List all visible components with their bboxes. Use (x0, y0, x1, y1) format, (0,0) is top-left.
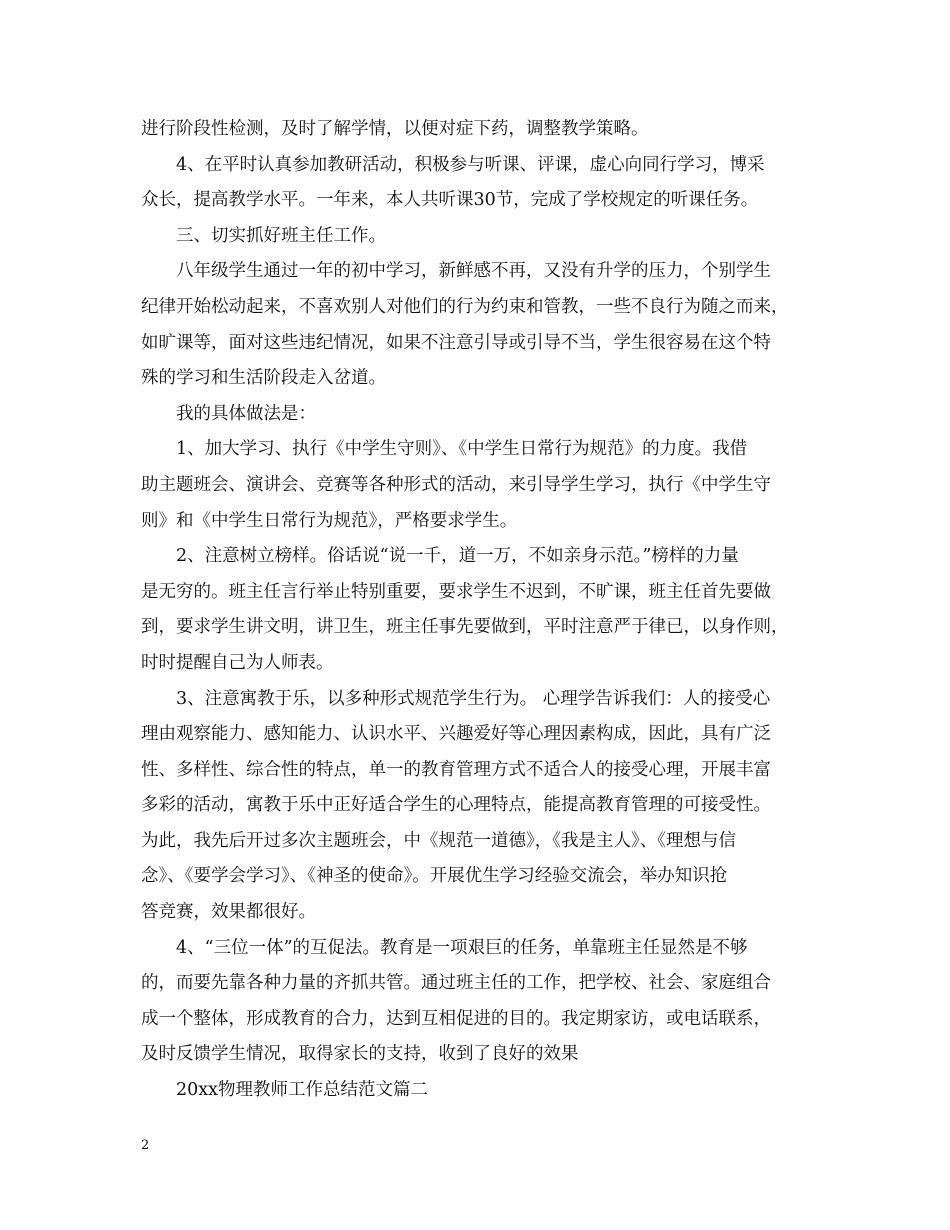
text-line: 多彩的活动，寓教于乐中正好适合学生的心理特点，能提高教育管理的可接受性。 (141, 795, 771, 816)
text-line: 八年级学生通过一年的初中学习，新鲜感不再，又没有升学的压力，个别学生 (176, 261, 771, 282)
text-line: 1、加大学习、执行《中学生守则》、《中学生日常行为规范》的力度。我借 (176, 439, 748, 460)
text-line: 殊的学习和生活阶段走入岔道。 (141, 368, 386, 389)
text-line: 则》和《中学生日常行为规范》，严格要求学生。 (141, 510, 518, 531)
text-line: 性、多样性、综合性的特点，单一的教育管理方式不适合人的接受心理，开展丰富 (141, 759, 771, 780)
page-number: 2 (141, 1138, 150, 1153)
document-body (141, 112, 817, 1109)
text-line: 为此，我先后开过多次主题班会，中《规范一道德》，《我是主人》、《理想与信 (141, 830, 736, 851)
text-line: 我的具体做法是： (176, 403, 316, 424)
text-line: 及时反馈学生情况，取得家长的支持，收到了良好的效果 (141, 1044, 579, 1065)
text-line: 答竞赛，效果都很好。 (141, 902, 316, 923)
text-line: 4、“三位一体”的互促法。教育是一项艰巨的任务，单靠班主任显然是不够 (176, 937, 748, 958)
text-line: 念》、《要学会学习》、《神圣的使命》。开展优生学习经验交流会，举办知识抢 (141, 866, 728, 887)
text-line: 众长，提高教学水平。一年来，本人共听课30节，完成了学校规定的听课任务。 (141, 190, 759, 211)
text-line: 助主题班会、演讲会、竞赛等各种形式的活动，来引导学生学习，执行《中学生守 (141, 474, 771, 495)
text-line: 的，而要先靠各种力量的齐抓共管。通过班主任的工作，把学校、社会、家庭组合 (141, 973, 771, 994)
text-line: 时时提醒自己为人师表。 (141, 652, 334, 673)
text-line: 20xx物理教师工作总结范文篇二 (176, 1080, 429, 1101)
text-line: 2、注意树立榜样。俗话说“说一千，道一万，不如亲身示范。”榜样的力量 (176, 546, 739, 567)
text-line: 三、切实抓好班主任工作。 (176, 225, 386, 246)
text-line: 进行阶段性检测，及时了解学情，以便对症下药，调整教学策略。 (141, 119, 649, 139)
text-line: 如旷课等，面对这些违纪情况，如果不注意引导或引导不当，学生很容易在这个特 (141, 332, 771, 353)
text-line: 到，要求学生讲文明，讲卫生，班主任事先要做到，平时注意严于律已，以身作则， (141, 617, 789, 638)
text-line: 3、注意寓教于乐，以多种形式规范学生行为。 心理学告诉我们：人的接受心 (176, 688, 771, 709)
text-line: 理由观察能力、感知能力、认识水平、兴趣爱好等心理因素构成，因此，具有广泛 (141, 724, 771, 745)
text-line: 成一个整体，形成教育的合力，达到互相促进的目的。我定期家访，或电话联系， (141, 1008, 771, 1029)
text-line: 4、在平时认真参加教研活动，积极参与听课、评课，虚心向同行学习，博采 (176, 154, 765, 175)
text-line: 是无穷的。班主任言行举止特别重要，要求学生不迟到，不旷课，班主任首先要做 (141, 581, 771, 602)
text-line: 纪律开始松动起来，不喜欢别人对他们的行为约束和管教，一些不良行为随之而来， (141, 296, 789, 317)
